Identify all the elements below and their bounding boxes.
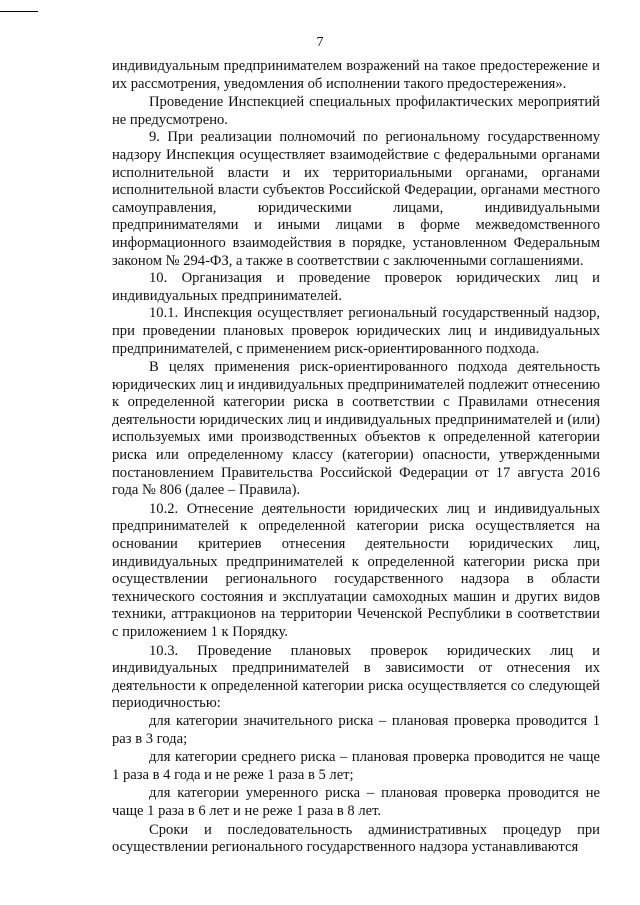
- paragraph-continuation: индивидуальным предпринимателем возражений на такое предостережение и их рассмотрения, уведомления об исполнении такого предостережения».: [112, 58, 600, 92]
- paragraph-10-2-criteria: 10.2. Отнесение деятельности юридических лиц и индивидуальных предпринимателей к определенной категории риска осуществляется на основании критериев отнесения деятельности юридических лиц, индивидуальных предпринимателей к определенной категории риска при осуществлении регионального государственного надзора в области технического состояния и эксплуатации самоходных машин и других видов техники, аттракционов на территории Чеченской Республики в соответствии с приложением 1 к Порядку.: [112, 500, 600, 640]
- paragraph-procedure-terms: Сроки и последовательность административных процедур при осуществлении регионального государственного надзора устанавливаются: [112, 821, 600, 856]
- page-number: 7: [316, 35, 324, 50]
- document-body: [112, 58, 600, 857]
- paragraph-10-organization: 10. Организация и проведение проверок юридических лиц и индивидуальных предпринимателей.: [112, 270, 600, 304]
- list-item-significant-risk: для категории значительного риска – плановая проверка проводится 1 раз в 3 года;: [112, 712, 600, 747]
- paragraph-risk-category-rules: В целях применения риск-ориентированного подхода деятельность юридических лиц и индивидуальных предпринимателей подлежит отнесению к определенной категории риска в соответствии с Правилами отнесения деятельности юридических лиц и индивидуальных предпринимателей и (или) используемых ими производственных объектов к определенной категории риска или определенному классу (категории) опасности, утвержденными постановлением Правительства Российской Федерации от 17 августа 2016 года № 806 (далее – Правила).: [112, 359, 600, 499]
- paragraph-10-3-periodicity: 10.3. Проведение плановых проверок юридических лиц и индивидуальных предпринимателей в зависимости от отнесения их деятельности к определенной категории риска осуществляется со следующей периодичностью:: [112, 642, 600, 712]
- list-item-moderate-risk: для категории умеренного риска – плановая проверка проводится не чаще 1 раза в 6 лет и не реже 1 раза в 8 лет.: [112, 785, 600, 819]
- list-item-medium-risk: для категории среднего риска – плановая проверка проводится не чаще 1 раза в 4 года и не реже 1 раза в 5 лет;: [112, 749, 600, 783]
- corner-scan-mark: [0, 11, 38, 12]
- paragraph-9-interaction: 9. При реализации полномочий по региональному государственному надзору Инспекция осуществляет взаимодействие с федеральными органами исполнительной власти и их территориальными органами, органами исполнительной власти субъектов Российской Федерации, органами местного самоуправления, юридическими лицами, индивидуальными предпринимателями и иными лицами в форме межведомственного информационного взаимодействия в порядке, установленном Федеральным законом № 294-ФЗ, а также в соответствии с заключенными соглашениями.: [112, 129, 600, 269]
- paragraph-10-1-risk-approach: 10.1. Инспекция осуществляет региональный государственный надзор, при проведении плановых проверок юридических лиц и индивидуальных предпринимателей, с применением риск-ориентированного подхода.: [112, 305, 600, 357]
- paragraph-special-measures: Проведение Инспекцией специальных профилактических мероприятий не предусмотрено.: [112, 94, 600, 128]
